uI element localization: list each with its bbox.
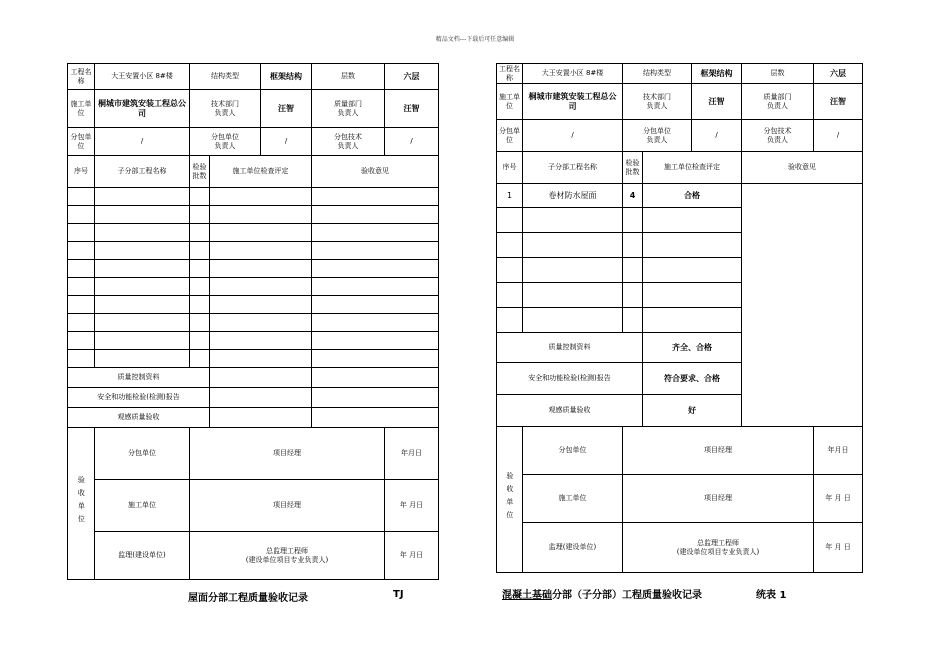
date-1: 年月日	[814, 427, 863, 475]
sub-unit-head-label	[623, 120, 692, 152]
row1-seq: 1	[497, 184, 523, 208]
table-row	[68, 188, 439, 206]
safety-label: 安全和功能检验(检测)报告	[68, 388, 210, 408]
col-seq: 序号	[497, 152, 523, 184]
safety-value: 符合要求、合格	[643, 363, 742, 395]
pm-label-1: 项目经理	[623, 427, 814, 475]
right-form-table	[496, 63, 863, 573]
sub-tech-label-line2: 负责人	[337, 141, 359, 150]
project-name-label: 工程名称	[497, 64, 523, 84]
opinion-cell	[742, 184, 863, 427]
sign-supervisor: 监理(建设单位)	[95, 532, 190, 580]
tech-dept-label-line1: 技术部门	[643, 92, 671, 101]
sign-sub-unit: 分包单位	[523, 427, 623, 475]
table-row	[68, 260, 439, 278]
structure-type-label: 结构类型	[623, 64, 692, 84]
project-name: 大王安置小区 8#楼	[95, 64, 190, 90]
row1-check: 合格	[643, 184, 742, 208]
sign-supervisor: 监理(建设单位)	[523, 523, 623, 573]
sub-tech-label	[742, 120, 814, 152]
col-item: 子分部工程名称	[95, 156, 190, 188]
col-opinion: 验收意见	[312, 156, 439, 188]
col-batches-line2: 批数	[192, 171, 207, 180]
col-opinion: 验收意见	[742, 152, 863, 184]
chief-engineer-note: (建设单位项目专业负责人)	[245, 555, 329, 564]
chief-engineer-title: 总监理工程师	[266, 546, 308, 555]
right-caption-tag: 统表 1	[756, 590, 787, 601]
tech-dept-person: 汪智	[261, 90, 312, 128]
col-check: 施工单位检查评定	[210, 156, 312, 188]
tech-dept-person: 汪智	[692, 84, 742, 120]
chief-engineer-title: 总监理工程师	[697, 538, 739, 547]
row1-item: 卷材防水屋面	[523, 184, 623, 208]
col-batches-line1: 检验	[192, 162, 207, 171]
project-name-label: 工程名称	[68, 64, 95, 90]
quality-dept-label	[312, 90, 385, 128]
sub-tech-head: /	[385, 128, 439, 156]
sub-unit-head: /	[261, 128, 312, 156]
pm-label-2: 项目经理	[623, 475, 814, 523]
col-seq: 序号	[68, 156, 95, 188]
tech-dept-label	[623, 84, 692, 120]
table-row	[68, 242, 439, 260]
left-form-table	[67, 63, 439, 580]
quality-dept-person: 汪智	[385, 90, 439, 128]
quality-doc-value: 齐全、合格	[643, 333, 742, 363]
col-batches-line2: 批数	[625, 167, 640, 176]
tech-dept-label-line2: 负责人	[646, 101, 668, 110]
sub-tech-label	[312, 128, 385, 156]
quality-doc-label: 质量控制资料	[68, 368, 210, 388]
sub-unit-head-label-line2: 负责人	[214, 141, 236, 150]
quality-dept-label-line1: 质量部门	[763, 92, 792, 101]
chief-engineer	[190, 532, 385, 580]
sign-contractor: 施工单位	[523, 475, 623, 523]
date-3: 年 月日	[385, 532, 439, 580]
tech-dept-label	[190, 90, 261, 128]
sub-unit-label: 分包单位	[68, 128, 95, 156]
pm-label-2: 项目经理	[190, 480, 385, 532]
sign-contractor: 施工单位	[95, 480, 190, 532]
col-item: 子分部工程名称	[523, 152, 623, 184]
structure-type: 框架结构	[692, 64, 742, 84]
right-caption-rest: 分部（子分部）工程质量验收记录	[552, 590, 702, 601]
floors-label: 层数	[742, 64, 814, 84]
sub-tech-label-line2: 负责人	[767, 135, 788, 144]
contractor: 桐城市建筑安装工程总公司	[95, 90, 190, 128]
contractor-label: 施工单位	[497, 84, 523, 120]
pm-label-1: 项目经理	[190, 428, 385, 480]
tech-dept-label-line1: 技术部门	[211, 99, 239, 108]
acceptance-label	[497, 427, 523, 573]
sub-unit-label: 分包单位	[497, 120, 523, 152]
acceptance-label-text: 验收单位	[505, 472, 514, 525]
visual-value: 好	[643, 395, 742, 427]
floors-label: 层数	[312, 64, 385, 90]
sub-unit: /	[523, 120, 623, 152]
quality-dept-label	[742, 84, 814, 120]
row1-batches: 4	[623, 184, 643, 208]
chief-engineer	[623, 523, 814, 573]
contractor-label: 施工单位	[68, 90, 95, 128]
floors: 六层	[385, 64, 439, 90]
header-note: 精品文档---下载后可任意编辑	[435, 36, 515, 43]
quality-dept-person: 汪智	[814, 84, 863, 120]
project-name: 大王安置小区 8#楼	[523, 64, 623, 84]
table-row	[68, 296, 439, 314]
safety-label: 安全和功能检验(检测)报告	[497, 363, 643, 395]
tech-dept-label-line2: 负责人	[214, 108, 236, 117]
quality-doc-label: 质量控制资料	[497, 333, 643, 363]
sign-sub-unit: 分包单位	[95, 428, 190, 480]
table-row	[68, 332, 439, 350]
left-caption-tag: TJ	[393, 589, 404, 600]
visual-label: 观感质量验收	[68, 408, 210, 428]
table-row	[68, 278, 439, 296]
col-batches	[190, 156, 210, 188]
acceptance-label	[68, 428, 95, 580]
structure-type-label: 结构类型	[190, 64, 261, 90]
sub-unit: /	[95, 128, 190, 156]
visual-label: 观感质量验收	[497, 395, 643, 427]
date-1: 年月日	[385, 428, 439, 480]
sub-tech-label-line1: 分包技术	[763, 126, 792, 135]
col-check: 施工单位检查评定	[643, 152, 742, 184]
col-batches-line1: 检验	[625, 158, 640, 167]
left-caption: 屋面分部工程质量验收记录	[188, 593, 308, 604]
acceptance-label-text: 验收单位	[77, 476, 86, 529]
date-2: 年 月 日	[814, 475, 863, 523]
sub-tech-head: /	[814, 120, 863, 152]
table-row	[68, 206, 439, 224]
sub-unit-head-label-line1: 分包单位	[643, 126, 671, 135]
table-row	[68, 350, 439, 368]
structure-type: 框架结构	[261, 64, 312, 90]
sub-unit-head-label-line2: 负责人	[646, 135, 668, 144]
table-row	[68, 314, 439, 332]
chief-engineer-note: (建设单位项目专业负责人)	[676, 547, 760, 556]
right-caption-underlined: 混凝土基础	[502, 590, 552, 601]
sub-unit-head-label-line1: 分包单位	[211, 132, 239, 141]
sub-tech-label-line1: 分包技术	[334, 132, 362, 141]
col-batches	[623, 152, 643, 184]
quality-dept-label-line2: 负责人	[337, 108, 359, 117]
quality-dept-label-line1: 质量部门	[334, 99, 362, 108]
table-row	[497, 184, 863, 208]
table-row	[68, 224, 439, 242]
contractor: 桐城市建筑安装工程总公司	[523, 84, 623, 120]
right-caption	[502, 586, 702, 601]
floors: 六层	[814, 64, 863, 84]
sub-unit-head: /	[692, 120, 742, 152]
date-3: 年 月 日	[814, 523, 863, 573]
sub-unit-head-label	[190, 128, 261, 156]
date-2: 年 月日	[385, 480, 439, 532]
quality-dept-label-line2: 负责人	[767, 101, 788, 110]
